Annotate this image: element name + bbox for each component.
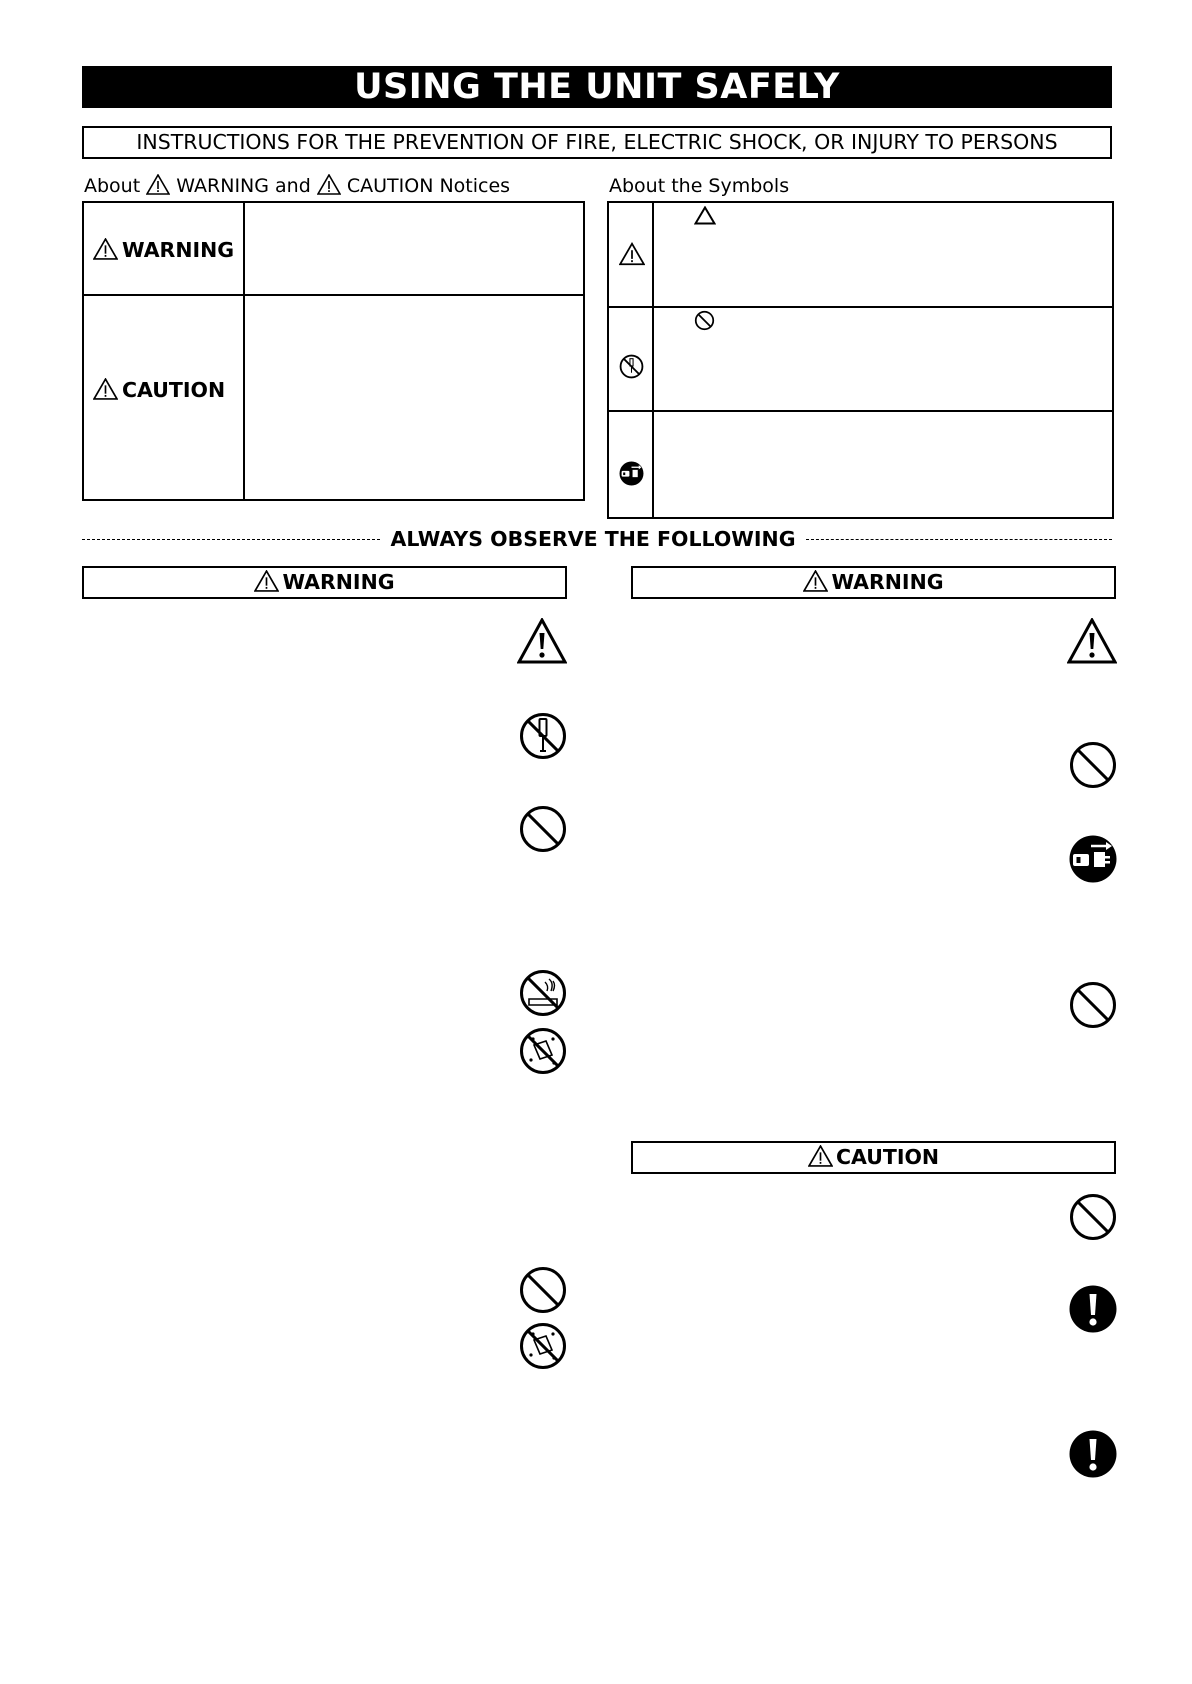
no-liquid-objects-icon <box>519 1027 567 1075</box>
symbol-caution-triangle-icon <box>619 242 645 266</box>
symbol-unplug-icon <box>619 461 644 486</box>
caution-triangle-icon <box>317 174 341 195</box>
prohibited-icon-3 <box>1069 741 1117 789</box>
prohibited-icon-2 <box>519 1266 567 1314</box>
page-subtitle: INSTRUCTIONS FOR THE PREVENTION OF FIRE, ELECTRIC SHOCK, OR INJURY TO PERSONS <box>82 126 1112 159</box>
large-caution-triangle-icon <box>517 618 567 664</box>
caution-badge-label: CAUTION <box>122 378 226 402</box>
caution-badge-icon <box>93 378 118 400</box>
right-warning-header-icon <box>803 570 828 592</box>
no-liquid-objects-icon-2 <box>519 1322 567 1370</box>
right-caution-header <box>631 1141 1116 1174</box>
notices-table-row-divider <box>82 294 585 296</box>
notices-label-warning: WARNING and <box>176 175 311 197</box>
notices-label-about: About <box>84 175 141 197</box>
prohibited-icon <box>519 805 567 853</box>
divider-line-right <box>806 539 1112 540</box>
right-warning-header-label: WARNING <box>831 570 944 594</box>
symbols-table-row-divider-1 <box>607 306 1114 308</box>
prohibited-icon-4 <box>1069 981 1117 1029</box>
notices-section-label <box>84 173 510 199</box>
large-caution-triangle-icon-2 <box>1067 618 1117 664</box>
left-warning-header-label: WARNING <box>282 570 395 594</box>
page-title: USING THE UNIT SAFELY <box>82 66 1112 108</box>
inline-prohibited-icon <box>694 310 715 331</box>
left-warning-header <box>82 566 567 599</box>
left-warning-header-icon <box>254 570 279 592</box>
divider-line-left <box>82 539 380 540</box>
symbols-table-row-divider-2 <box>607 410 1114 412</box>
mandatory-action-icon-2 <box>1069 1430 1117 1478</box>
prohibited-icon-5 <box>1069 1193 1117 1241</box>
right-caution-header-label: CAUTION <box>835 1145 940 1169</box>
symbols-table-divider <box>652 201 654 519</box>
unplug-icon <box>1069 835 1117 883</box>
symbols-table <box>607 201 1114 519</box>
notices-table-divider <box>243 201 245 501</box>
do-not-disassemble-icon <box>519 712 567 760</box>
caution-badge <box>93 378 225 402</box>
symbols-section-label: About the Symbols <box>609 175 790 197</box>
always-observe-heading: ALWAYS OBSERVE THE FOLLOWING <box>390 527 796 551</box>
right-warning-header <box>631 566 1116 599</box>
no-water-splash-icon <box>519 969 567 1017</box>
notices-label-caution: CAUTION Notices <box>346 175 511 197</box>
warning-triangle-icon <box>146 174 170 195</box>
symbol-do-not-disassemble-icon <box>619 354 644 379</box>
warning-badge-label: WARNING <box>122 238 235 262</box>
right-caution-header-icon <box>808 1145 833 1167</box>
mandatory-action-icon <box>1069 1285 1117 1333</box>
warning-badge <box>93 238 234 262</box>
warning-badge-icon <box>93 238 118 260</box>
inline-triangle-icon <box>694 206 716 225</box>
